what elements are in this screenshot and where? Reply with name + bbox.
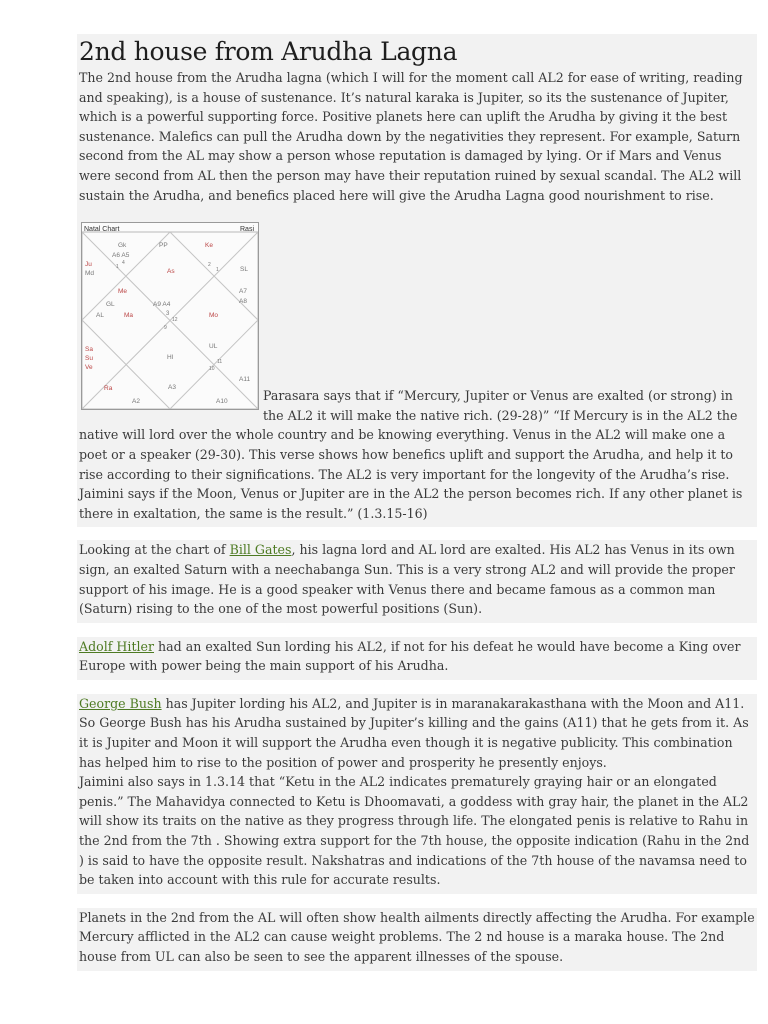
chart-label: Ma — [124, 312, 134, 320]
chart-label: As — [167, 268, 175, 276]
article — [77, 34, 757, 971]
chart-label: 4 — [122, 260, 125, 267]
hitler-paragraph — [77, 637, 757, 676]
bush-block — [77, 694, 757, 894]
chart-label: Su — [85, 355, 93, 363]
rasi-chart-diagram — [82, 223, 258, 409]
hitler-body-text: had an exalted Sun lording his AL2, if not for his defeat he would have become a King over Europe with power being the main support of his Arudha. — [79, 638, 741, 674]
chart-label: Sa — [85, 346, 93, 354]
chart-type: Rasi — [240, 226, 255, 234]
hitler-block — [77, 637, 757, 680]
chart-title: Natal Chart — [84, 226, 120, 234]
chart-label: Gk — [118, 242, 127, 250]
chart-label: 1 — [116, 264, 119, 271]
chart-label: Md — [85, 270, 95, 278]
chart-label: 12 — [172, 317, 178, 324]
chart-label: SL — [240, 266, 248, 274]
chart-label: 9 — [164, 325, 167, 332]
chart-label: Me — [118, 288, 128, 296]
chart-label: UL — [209, 343, 218, 351]
chart-label: A10 — [216, 398, 228, 406]
bill-gates-block — [77, 540, 757, 622]
parasara-paragraph: Parasara says that if “Mercury, Jupiter or Venus are exalted (or strong) in the AL2 it will make the native rich. (29-28)” “If Mercury is in the AL2 the native will lord over the whole country and be knowing everything. Venus in the AL2 will make one a poet or a speaker (29-30). This verse shows how benefics uplift and support the Arudha, and help it to rise according to their significations. The AL2 is very important for the longevity of the Arudha’s rise. Jaimini says if the Moon, Venus or Jupiter are in the AL2 the person becomes rich. If any other planet is there in exaltation, the same is the result.” (1.3.15-16) — [79, 388, 743, 521]
chart-label: Mo — [209, 312, 219, 320]
chart-label: AL — [96, 312, 104, 320]
gates-body-text: , his lagna lord and AL lord are exalted. His AL2 has Venus in its own sign, an exalted Saturn with a neechabanga Sun. This is a very strong AL2 and will provide the proper support of his image. He is a good speaker with Venus there and became famous as a common man (Saturn) rising to the one of the most powerful positions (Sun). — [79, 542, 735, 617]
gates-intro-text: Looking at the chart of — [79, 542, 230, 558]
ailments-block — [77, 908, 757, 971]
george-bush-paragraph — [77, 694, 757, 772]
chart-label: 10 — [209, 366, 215, 373]
page-title: 2nd house from Arudha Lagna — [79, 37, 458, 66]
chart-label: Ra — [104, 385, 113, 393]
natal-chart-image — [81, 222, 259, 410]
george-bush-link[interactable]: George Bush — [79, 695, 162, 711]
chart-label: GL — [106, 301, 115, 309]
ketu-paragraph: Jaimini also says in 1.3.14 that “Ketu in the AL2 indicates prematurely graying hair or an elongated penis.” The Mahavidya connected to Ketu is Dhoomavati, a goddess with gray hair, the planet in the AL2 will show its traits on the native as they progress through life. The elongated penis is relative to Rahu in the 2nd from the 7th . Showing extra support for the 7th house, the opposite indication (Rahu in the 2nd ) is said to have the opposite result. Nakshatras and indications of the 7th house of the navamsa need to be taken into account with this rule for accurate results. — [79, 774, 750, 888]
chart-label: A6 A5 — [112, 252, 130, 260]
bill-gates-paragraph — [77, 540, 757, 618]
chart-label: A9 A4 — [153, 301, 171, 309]
chart-label: Hl — [167, 354, 174, 362]
chart-label: Ju — [85, 261, 92, 269]
adolf-hitler-link[interactable]: Adolf Hitler — [79, 638, 155, 654]
chart-label: 11 — [217, 359, 223, 366]
chart-label: Ke — [205, 242, 213, 250]
intro-block — [77, 34, 757, 215]
ailments-paragraph: Planets in the 2nd from the AL will often show health ailments directly affecting the Arudha. For example Mercury afflicted in the AL2 can cause weight problems. The 2 nd house is a maraka house. The 2nd house from UL can also be seen to see the apparent illnesses of the spouse. — [79, 909, 755, 964]
intro-paragraph: The 2nd house from the Arudha lagna (which I will for the moment call AL2 for ease of writing, reading and speaking), is a house of sustenance. It’s natural karaka is Jupiter, so its the sustenance of Jupiter, which is a powerful supporting force. Positive planets here can uplift the Arudha by giving it the best sustenance. Malefics can pull the Arudha down by the negativities they represent. For example, Saturn second from the AL may show a person whose reputation is damaged by lying. Or if Mars and Venus were second from AL then the person may have their reputation ruined by sexual scandal. The AL2 will sustain the Arudha, and benefics placed here will give the Arudha Lagna good nourishment to rise. — [79, 70, 743, 203]
chart-label: A11 — [239, 376, 251, 384]
bush-body-text: has Jupiter lording his AL2, and Jupiter is in maranakarakasthana with the Moon and A11. So George Bush has his Arudha sustained by Jupiter’s killing and the gains (A11) that he gets from it. As it is Jupiter and Moon it will support the Arudha even though it is negative publicity. This combination has helped him to rise to the position of power and prosperity he presently enjoys. — [79, 695, 749, 770]
chart-label: A2 — [132, 398, 140, 406]
bill-gates-link[interactable]: Bill Gates — [229, 542, 292, 558]
parasara-block — [77, 215, 757, 527]
chart-label: A8 — [239, 298, 247, 306]
chart-label: 1 — [216, 267, 219, 274]
chart-label: 3 — [166, 311, 170, 318]
chart-label: Ve — [85, 364, 93, 372]
chart-label: A7 — [239, 288, 247, 296]
chart-label: 2 — [208, 262, 211, 269]
chart-label: A3 — [168, 384, 176, 392]
chart-label: PP — [159, 242, 168, 250]
